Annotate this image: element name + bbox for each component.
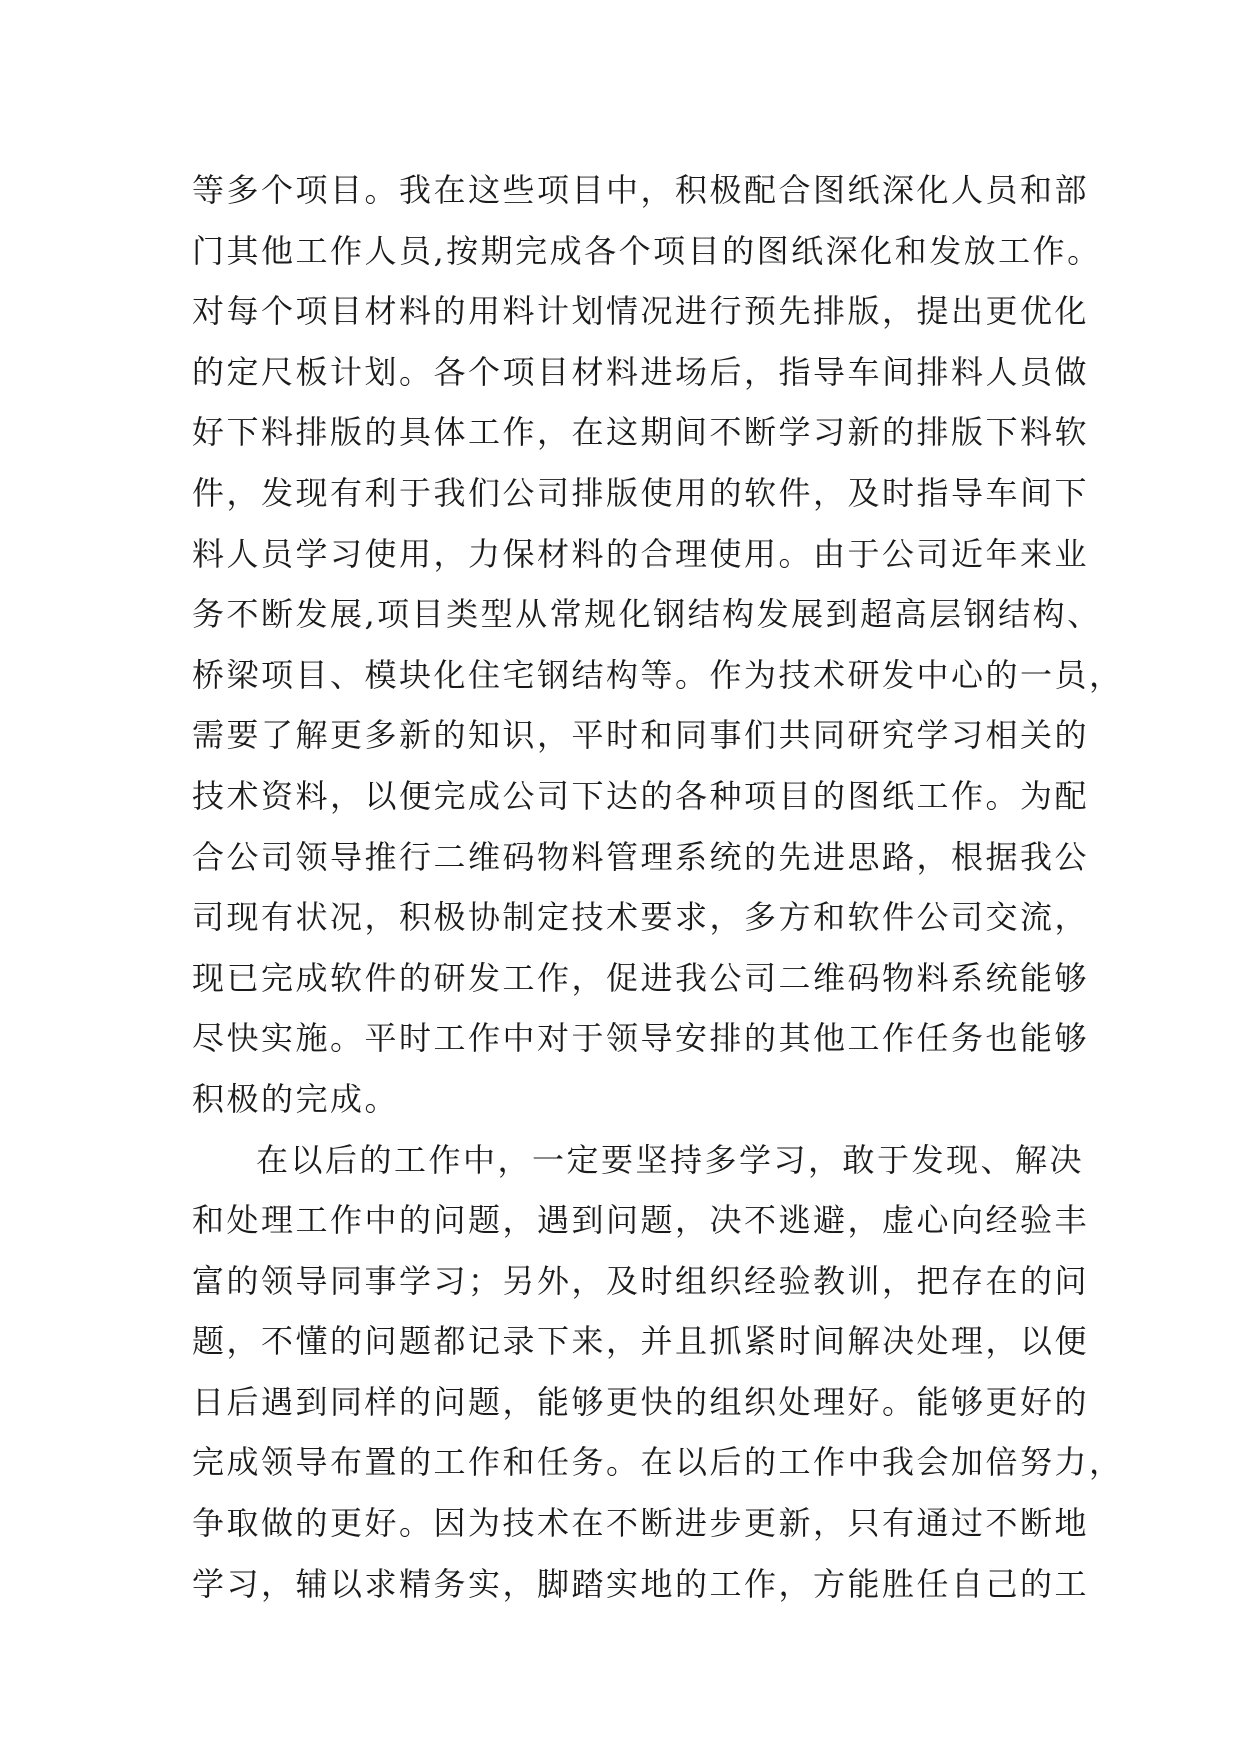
text-line: 对每个项目材料的用料计划情况进行预先排版，提出更优化 xyxy=(192,292,1090,331)
text-line: 在以后的工作中，一定要坚持多学习，敢于发现、解决 xyxy=(256,1140,1085,1179)
text-line: 需要了解更多新的知识，平时和同事们共同研究学习相关的 xyxy=(192,716,1090,755)
text-line: 富的领导同事学习；另外，及时组织经验教训，把存在的问 xyxy=(192,1261,1090,1300)
text-line: 好下料排版的具体工作，在这期间不断学习新的排版下料软 xyxy=(192,413,1090,452)
text-line: 门其他工作人员,按期完成各个项目的图纸深化和发放工作。 xyxy=(192,231,1102,270)
text-line: 件，发现有利于我们公司排版使用的软件，及时指导车间下 xyxy=(192,473,1090,512)
text-line: 尽快实施。平时工作中对于领导安排的其他工作任务也能够 xyxy=(192,1019,1090,1058)
document-body xyxy=(192,160,1124,1614)
text-line: 题，不懂的问题都记录下来，并且抓紧时间解决处理，以便 xyxy=(192,1322,1090,1361)
text-line: 日后遇到同样的问题，能够更快的组织处理好。能够更好的 xyxy=(192,1382,1090,1421)
text-line: 学习，辅以求精务实，脚踏实地的工作，方能胜任自己的工 xyxy=(192,1564,1090,1603)
text-line: 争取做的更好。因为技术在不断进步更新，只有通过不断地 xyxy=(192,1504,1090,1543)
paragraph-work-summary xyxy=(192,160,1124,1130)
text-line: 积极的完成。 xyxy=(192,1079,400,1118)
text-line: 合公司领导推行二维码物料管理系统的先进思路，根据我公 xyxy=(192,837,1090,876)
text-line: 务不断发展,项目类型从常规化钢结构发展到超高层钢结构、 xyxy=(192,595,1102,634)
text-line: 的定尺板计划。各个项目材料进场后，指导车间排料人员做 xyxy=(192,352,1090,391)
paragraph-future-plan xyxy=(192,1130,1124,1615)
text-line: 司现有状况，积极协制定技术要求，多方和软件公司交流， xyxy=(192,898,1090,937)
text-line: 完成领导布置的工作和任务。在以后的工作中我会加倍努力， xyxy=(192,1443,1124,1482)
text-line: 桥梁项目、模块化住宅钢结构等。作为技术研发中心的一员， xyxy=(192,655,1124,694)
text-line: 料人员学习使用，力保材料的合理使用。由于公司近年来业 xyxy=(192,534,1090,573)
text-line: 技术资料，以便完成公司下达的各种项目的图纸工作。为配 xyxy=(192,776,1090,815)
text-line: 现已完成软件的研发工作，促进我公司二维码物料系统能够 xyxy=(192,958,1090,997)
text-line: 等多个项目。我在这些项目中，积极配合图纸深化人员和部 xyxy=(192,171,1090,209)
text-line: 和处理工作中的问题，遇到问题，决不逃避，虚心向经验丰 xyxy=(192,1201,1090,1240)
